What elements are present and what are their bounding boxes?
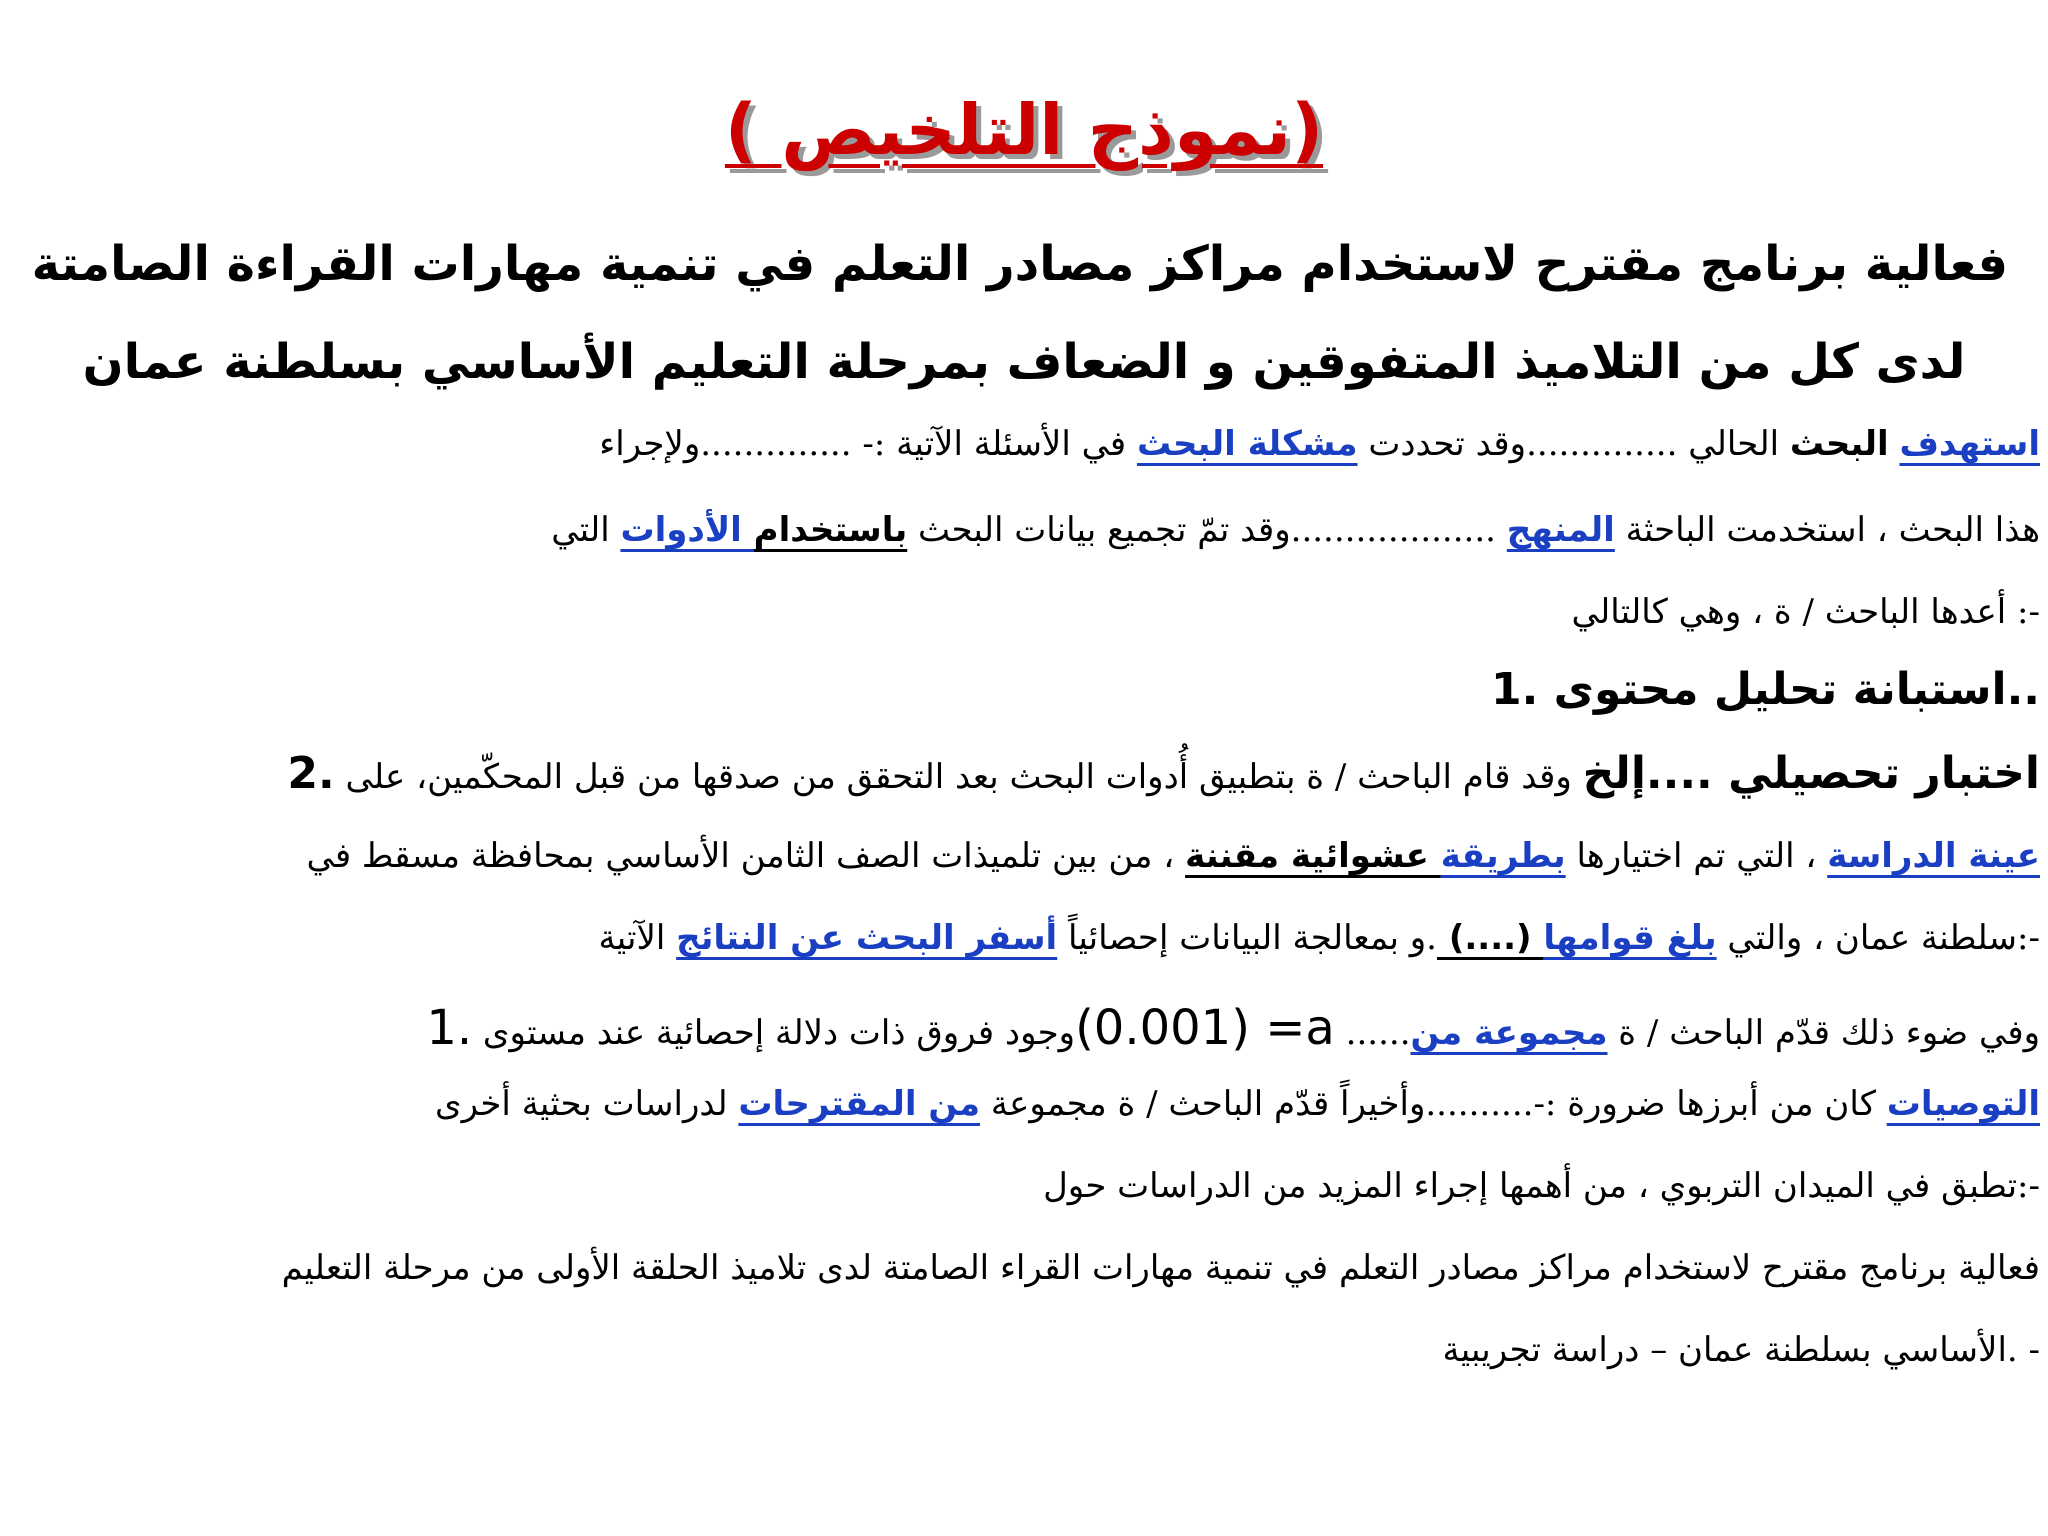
body-line-8 — [50, 1000, 2040, 1058]
body-line-3 — [50, 592, 2040, 633]
body-line-9 — [50, 1084, 2040, 1125]
list-number: .1 — [1491, 664, 1554, 715]
keyword-using: باستخدام — [753, 510, 908, 550]
text: -:سلطنة عمان ، والتي — [1716, 918, 2040, 958]
keyword-recommendations: التوصيات — [1886, 1084, 2040, 1124]
list-number: .1 — [426, 1000, 473, 1056]
list-number: .2 — [287, 748, 335, 799]
keyword-aim: استهدف — [1899, 424, 2040, 464]
text: ، التي تم اختيارها — [1565, 836, 1828, 876]
body-line-4 — [50, 664, 2040, 717]
keyword-way: بطريقة — [1440, 836, 1566, 876]
body-line-12 — [50, 1330, 2040, 1371]
heading-line-1: فعالية برنامج مقترح لاستخدام مراكز مصادر التعلم في تنمية مهارات القراءة الصامتة — [31, 236, 2008, 292]
body-line-6 — [50, 836, 2040, 877]
keyword-research-problem: مشكلة البحث — [1136, 424, 1358, 464]
text: لدراسات بحثية أخرى — [435, 1084, 739, 1124]
list-item-content-analysis: ..استبانة تحليل محتوى — [1553, 664, 2040, 715]
sample-size-placeholder: (....) — [1436, 918, 1544, 958]
body-line-11 — [50, 1248, 2040, 1289]
text: ...... — [1334, 1013, 1411, 1053]
list-item-achievement-test: اختبار تحصيلي ....إلخ — [1582, 748, 2040, 799]
text: وجود فروق ذات دلالة إحصائية عند مستوى — [472, 1013, 1076, 1053]
text: هذا البحث ، استخدمت الباحثة — [1614, 510, 2040, 550]
text: فعالية برنامج مقترح لاستخدام مراكز مصادر التعلم في تنمية مهارات القراء الصامتة لدى تلاميذ الحلقة الأولى من مرحلة التعليم — [281, 1248, 2040, 1288]
keyword-results: أسفر البحث عن النتائج — [676, 918, 1058, 958]
text: التي — [551, 510, 621, 550]
keyword-sample-size: بلغ قوامها — [1543, 918, 1717, 958]
text: -: أعدها الباحث / ة ، وهي كالتالي — [1571, 592, 2040, 632]
keyword-study-sample: عينة الدراسة — [1827, 836, 2040, 876]
text: ...................وقد تمّ تجميع بيانات البحث — [907, 510, 1507, 550]
text: وفي ضوء ذلك قدّم الباحث / ة — [1607, 1013, 2040, 1053]
body-line-7 — [50, 918, 2040, 959]
body-line-1 — [50, 424, 2040, 465]
text: .و بمعالجة البيانات إحصائياً — [1057, 918, 1437, 958]
text: -:تطبق في الميدان التربوي ، من أهمها إجراء المزيد من الدراسات حول — [1043, 1166, 2040, 1206]
body-line-5 — [50, 748, 2040, 801]
text: وقد قام الباحث / ة بتطبيق أُدوات البحث بعد التحقق من صدقها من قبل المحكّمين، على — [334, 757, 1583, 797]
text: ، من بين تلميذات الصف الثامن الأساسي بمحافظة مسقط في — [306, 836, 1186, 876]
text: - .الأساسي بسلطنة عمان – دراسة تجريبية — [1442, 1330, 2040, 1370]
heading-line-2: لدى كل من التلاميذ المتفوقين و الضعاف بمرحلة التعليم الأساسي بسلطنة عمان — [82, 334, 1966, 390]
body-line-2 — [50, 510, 2040, 551]
keyword-method: المنهج — [1506, 510, 1615, 550]
body-line-10 — [50, 1166, 2040, 1207]
keyword-tools: الأدوات — [620, 510, 754, 550]
text: في الأسئلة الآتية :- ..............ولإجراء — [599, 424, 1137, 464]
keyword-suggestions: من المقترحات — [738, 1084, 981, 1124]
keyword-random-sampling: عشوائية مقننة — [1185, 836, 1441, 876]
text: الحالي ..............وقد تحددت — [1357, 424, 1790, 464]
keyword-group-of: مجموعة من — [1410, 1013, 1608, 1053]
text: الآتية — [598, 918, 677, 958]
page-title: (نموذج التلخيص ) — [724, 89, 1324, 171]
keyword-research: البحث — [1789, 424, 1889, 464]
significance-level: (0.001) =a — [1075, 1000, 1335, 1056]
text: كان من أبرزها ضرورة :-..........وأخيراً قدّم الباحث / ة مجموعة — [980, 1084, 1887, 1124]
